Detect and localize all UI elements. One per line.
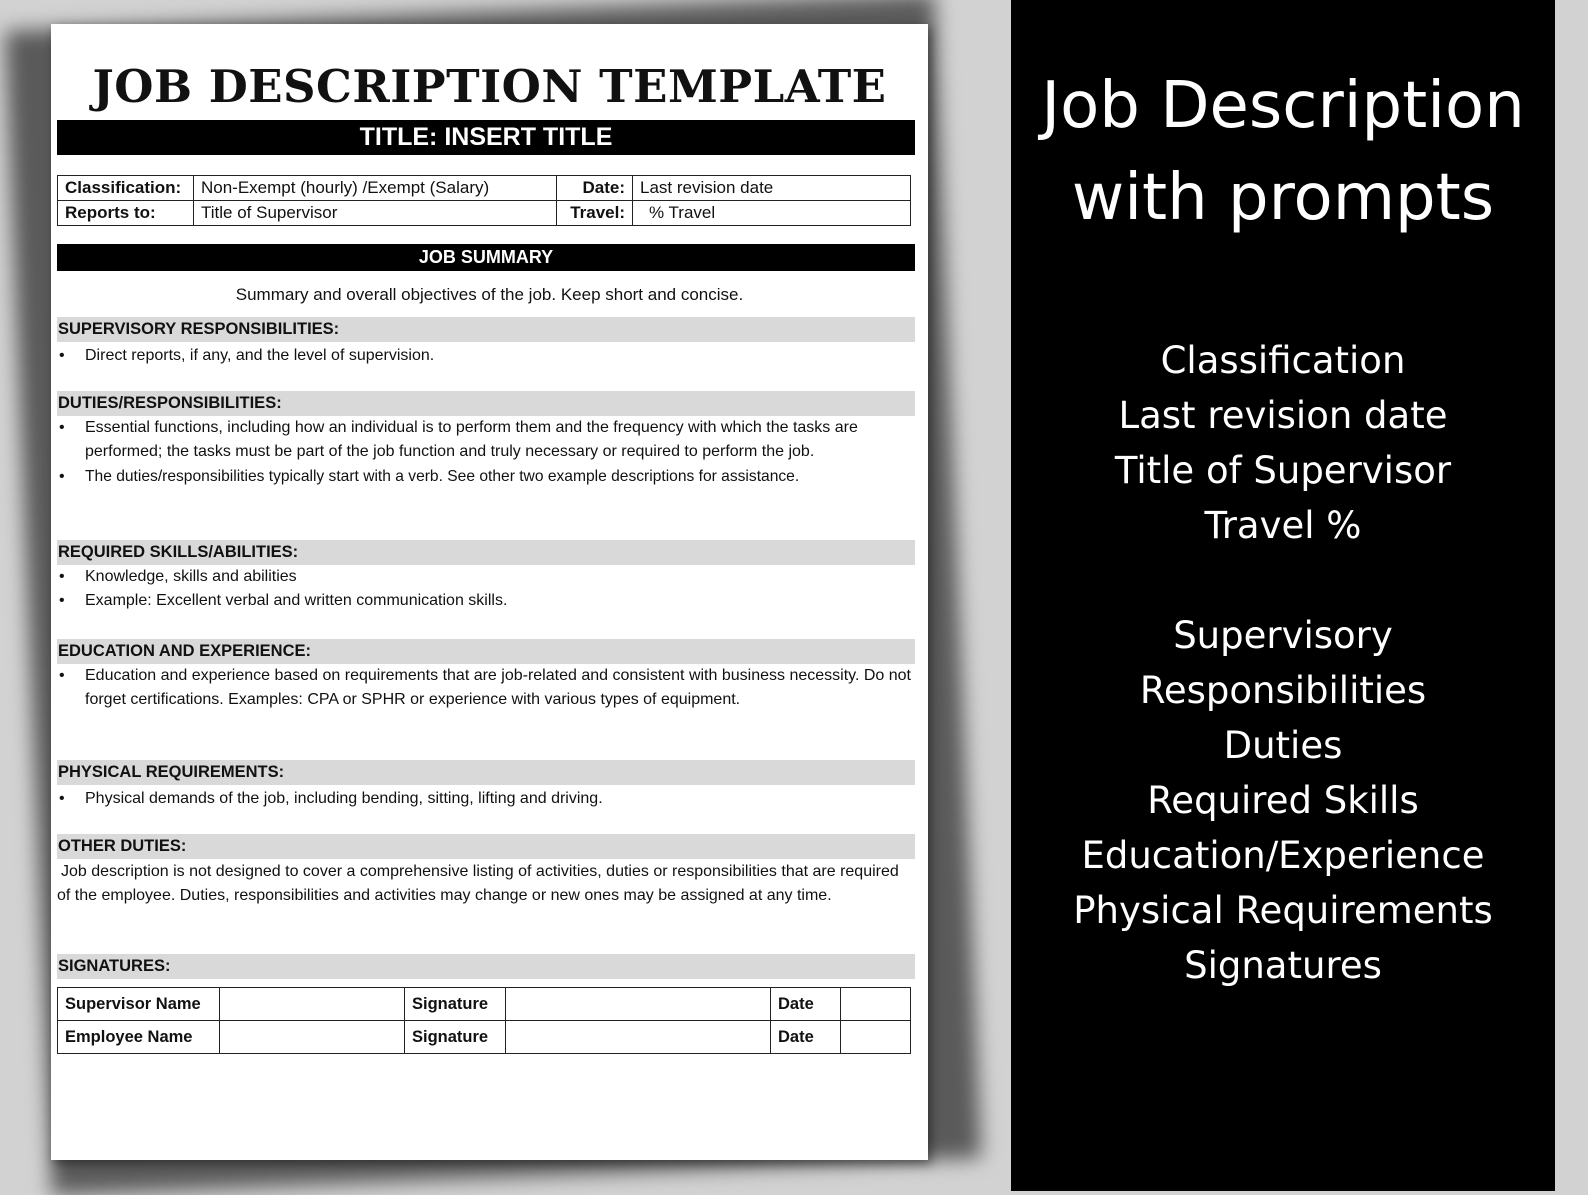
feature-spacer [1011, 553, 1555, 608]
supervisor-signature-label: Signature [405, 988, 506, 1021]
education-heading: EDUCATION AND EXPERIENCE: [57, 639, 915, 664]
feature-item: Duties [1223, 724, 1343, 767]
list-item: • Education and experience based on requirements that are job-related and consistent with business necessity. Do not forget certifications. Examples: CPA or SPHR or experience with various types of equipment. [57, 664, 915, 713]
panel-title-line-1: Job Description [1041, 69, 1525, 143]
classification-value: Non-Exempt (hourly) /Exempt (Salary) [194, 176, 557, 201]
panel-title [1011, 60, 1555, 244]
info-row-classification [58, 176, 911, 201]
employee-date-label: Date [771, 1021, 841, 1054]
other-duties-heading: OTHER DUTIES: [57, 834, 915, 859]
panel-title-line-2: with prompts [1071, 161, 1495, 235]
signatures-heading: SIGNATURES: [57, 954, 915, 979]
supervisory-list [57, 344, 915, 368]
supervisor-name-label: Supervisor Name [58, 988, 220, 1021]
document-page [51, 24, 928, 1160]
list-item: • Direct reports, if any, and the level of supervision. [57, 344, 915, 368]
classification-label: Classification: [58, 176, 194, 201]
list-item: • Example: Excellent verbal and written communication skills. [57, 589, 915, 613]
reports-to-label: Reports to: [58, 201, 194, 226]
physical-heading: PHYSICAL REQUIREMENTS: [57, 760, 915, 785]
job-summary-text: Summary and overall objectives of the job. Keep short and concise. [235, 285, 744, 304]
feature-list [1011, 333, 1555, 993]
bullet-icon: • [59, 467, 65, 485]
list-item: • Knowledge, skills and abilities [57, 565, 915, 589]
feature-panel [1011, 0, 1555, 1191]
duties-heading: DUTIES/RESPONSIBILITIES: [57, 391, 915, 416]
employee-name-field[interactable] [220, 1021, 405, 1054]
employee-signature-label: Signature [405, 1021, 506, 1054]
skills-heading: REQUIRED SKILLS/ABILITIES: [57, 540, 915, 565]
reports-to-value: Title of Supervisor [194, 201, 557, 226]
list-item: • Essential functions, including how an individual is to perform them and the frequency with which the tasks are performed; the tasks must be part of the job function and truly necessary or required to perform the job. [57, 416, 915, 465]
feature-item: Travel % [1204, 504, 1362, 547]
list-item: • The duties/responsibilities typically start with a verb. See other two example descriptions for assistance. [57, 465, 915, 489]
bullet-icon: • [59, 667, 65, 684]
feature-item: Title of Supervisor [1114, 449, 1452, 492]
physical-list [57, 787, 915, 811]
job-info-table [57, 175, 911, 226]
feature-item: Classification [1160, 339, 1406, 382]
feature-item: Required Skills [1147, 779, 1419, 822]
bullet-icon: • [59, 592, 65, 610]
document-title: JOB DESCRIPTION TEMPLATE [92, 60, 887, 113]
signature-row-employee [58, 1021, 911, 1054]
employee-name-label: Employee Name [58, 1021, 220, 1054]
background-edge [1555, 0, 1588, 1191]
travel-label: Travel: [557, 201, 633, 226]
date-label: Date: [557, 176, 633, 201]
signature-row-supervisor [58, 988, 911, 1021]
signature-table [57, 987, 911, 1054]
travel-value: % Travel [633, 201, 911, 226]
feature-item: Supervisory [1173, 614, 1393, 657]
info-row-reports [58, 201, 911, 226]
supervisor-date-label: Date [771, 988, 841, 1021]
bullet-icon: • [59, 347, 65, 364]
job-summary-heading: JOB SUMMARY [57, 244, 915, 271]
employee-date-field[interactable] [841, 1021, 911, 1054]
supervisory-heading: SUPERVISORY RESPONSIBILITIES: [57, 317, 915, 342]
feature-item: Education/Experience [1081, 834, 1485, 877]
job-title-bar: TITLE: INSERT TITLE [57, 120, 915, 155]
other-duties-text: Job description is not designed to cover a comprehensive listing of activities, duties or responsibilities that are required of the employee. Duties, responsibilities and activities may change or new ones may be assigned at any time. [57, 863, 899, 904]
date-value: Last revision date [633, 176, 911, 201]
duties-list [57, 416, 915, 489]
bullet-icon: • [59, 790, 65, 807]
feature-item: Physical Requirements [1073, 889, 1493, 932]
bullet-icon: • [59, 568, 65, 585]
feature-item: Last revision date [1118, 394, 1448, 437]
supervisor-date-field[interactable] [841, 988, 911, 1021]
education-list [57, 664, 915, 713]
supervisor-name-field[interactable] [220, 988, 405, 1021]
feature-item: Signatures [1184, 944, 1382, 987]
employee-signature-field[interactable] [506, 1021, 771, 1054]
supervisor-signature-field[interactable] [506, 988, 771, 1021]
skills-list [57, 565, 915, 614]
list-item: • Physical demands of the job, including bending, sitting, lifting and driving. [57, 787, 915, 811]
feature-item: Responsibilities [1139, 669, 1427, 712]
bullet-icon: • [59, 419, 65, 436]
